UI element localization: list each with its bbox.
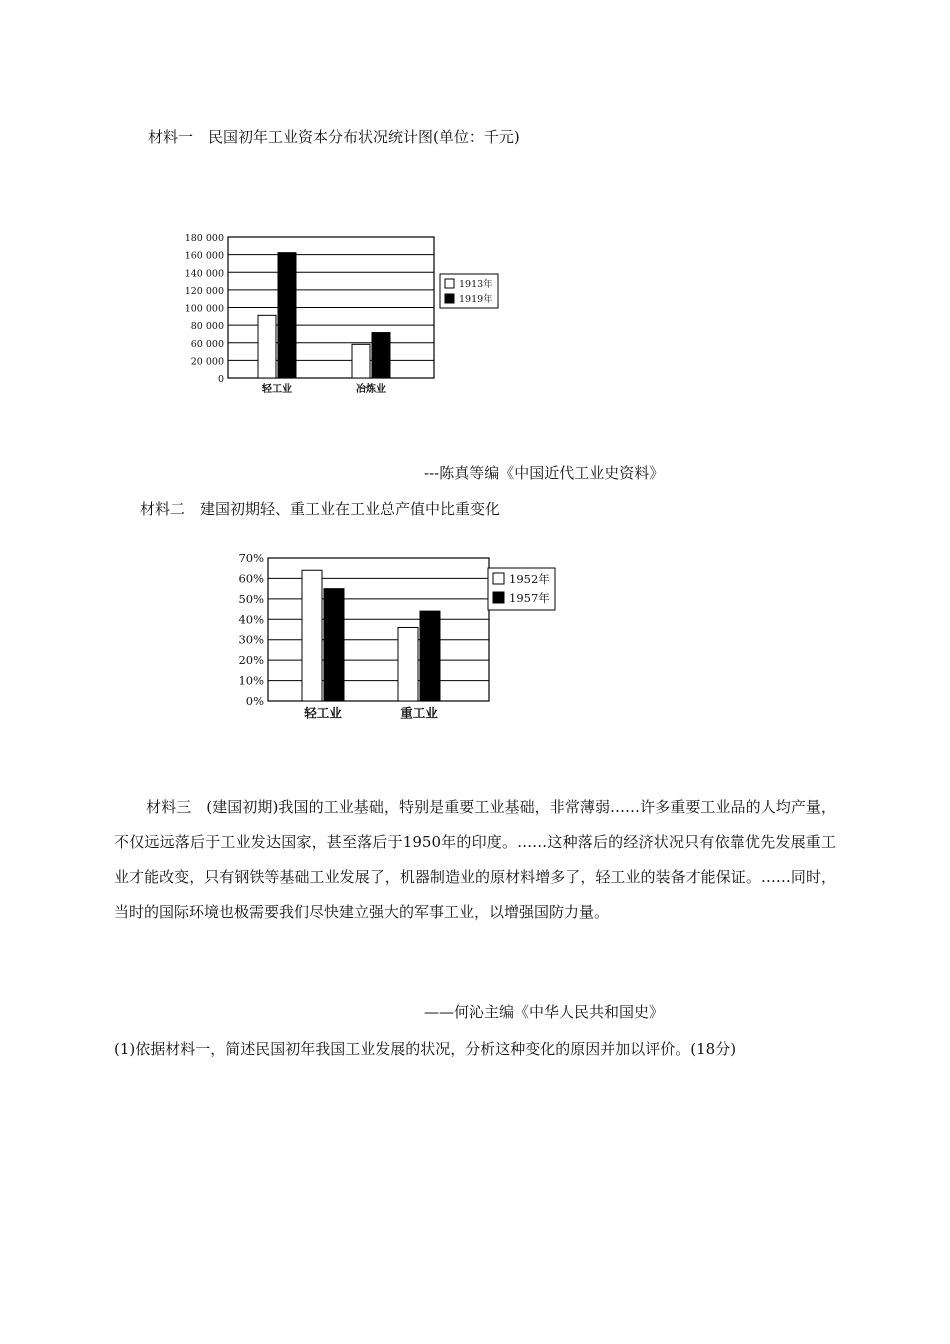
legend-label: 1952年 bbox=[509, 572, 550, 586]
chart-1-container bbox=[160, 228, 520, 398]
y-tick-label: 20 000 bbox=[190, 356, 224, 368]
y-tick-label: 60% bbox=[238, 571, 264, 586]
legend-label: 1913年 bbox=[459, 279, 493, 290]
chart-2-industry-share bbox=[212, 546, 572, 726]
y-tick-label: 100 000 bbox=[184, 303, 224, 315]
y-tick-label: 140 000 bbox=[184, 268, 224, 280]
bar-first-series bbox=[258, 315, 276, 378]
legend-swatch bbox=[445, 279, 454, 288]
y-tick-label: 10% bbox=[238, 673, 264, 688]
y-tick-label: 120 000 bbox=[184, 285, 224, 297]
material1-source: ---陈真等编《中国近代工业史资料》 bbox=[424, 464, 665, 482]
y-tick-label: 80 000 bbox=[190, 321, 224, 333]
y-tick-label: 0% bbox=[245, 694, 264, 708]
x-category-label: 轻工业 bbox=[262, 384, 292, 395]
y-tick-label: 70% bbox=[238, 551, 264, 565]
y-tick-label: 180 000 bbox=[184, 233, 224, 244]
y-tick-label: 40% bbox=[238, 612, 264, 627]
question-1: (1)依据材料一，简述民国初年我国工业发展的状况，分析这种变化的原因并加以评价。(18分) bbox=[114, 1040, 737, 1058]
y-tick-label: 20% bbox=[238, 653, 264, 668]
y-tick-label: 0 bbox=[217, 374, 224, 385]
material3-text: 材料三 (建国初期)我国的工业基础，特别是重要工业基础，非常薄弱……许多重要工业品的人均产量，不仅远远落后于工业发达国家，甚至落后于1950年的印度。……这种落后的经济状况只有依靠优先发展重工业才能改变，只有钢铁等基础工业发展了，机器制造业的原材料增多了，轻工业的装备才能保证。……同时，当时的国际环境也极需要我们尽快建立强大的军事工业，以增强国防力量。 bbox=[114, 798, 836, 921]
material2-heading: 材料二 建国初期轻、重工业在工业总产值中比重变化 bbox=[140, 500, 501, 518]
chart-1-industrial-capital bbox=[160, 228, 520, 398]
legend-swatch bbox=[493, 592, 504, 603]
bar-second-series bbox=[278, 253, 296, 378]
y-tick-label: 60 000 bbox=[190, 338, 224, 350]
x-category-label: 重工业 bbox=[400, 705, 438, 721]
bar-second-series bbox=[372, 333, 390, 378]
bar-second-series bbox=[420, 611, 440, 701]
material1-heading: 材料一 民国初年工业资本分布状况统计图(单位：千元) bbox=[148, 128, 520, 146]
legend-swatch bbox=[445, 294, 454, 303]
y-tick-label: 160 000 bbox=[184, 250, 224, 262]
material3-source: ——何沁主编《中华人民共和国史》 bbox=[424, 1003, 665, 1021]
y-tick-label: 50% bbox=[238, 591, 264, 606]
y-tick-label: 30% bbox=[238, 632, 264, 647]
bar-second-series bbox=[324, 589, 344, 701]
x-category-label: 冶炼业 bbox=[356, 384, 386, 395]
plot-frame bbox=[268, 558, 489, 701]
legend-label: 1957年 bbox=[509, 591, 550, 605]
bar-first-series bbox=[352, 344, 370, 378]
x-category-label: 轻工业 bbox=[304, 705, 342, 721]
bar-first-series bbox=[302, 570, 322, 701]
legend-label: 1919年 bbox=[459, 294, 493, 305]
legend-swatch bbox=[493, 573, 504, 584]
chart-2-container bbox=[212, 546, 572, 726]
bar-first-series bbox=[398, 627, 418, 701]
